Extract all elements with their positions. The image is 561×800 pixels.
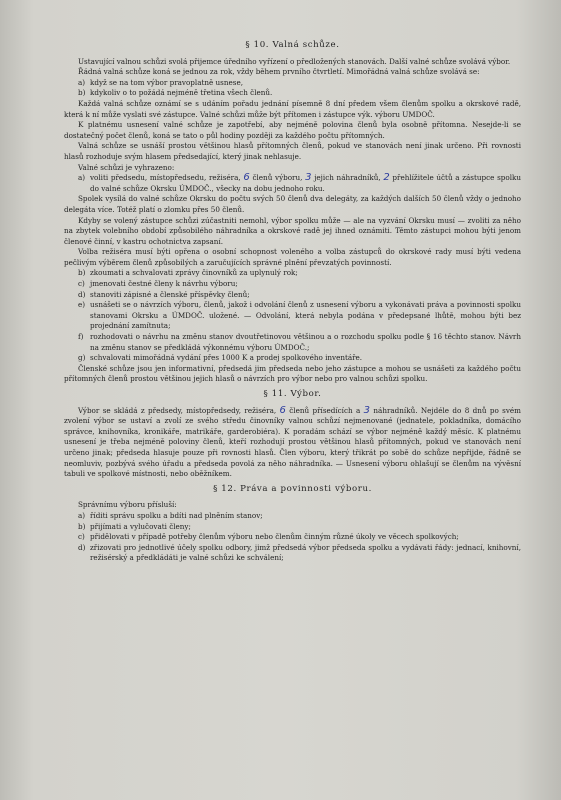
paragraph: Valné schůzi je vyhrazeno: — [78, 162, 175, 172]
paragraph: Každá valná schůze oznámí se s udáním pořadu jednání písemně 8 dní předem všem členům spolku a okrskové radě, která k ní může vyslati své zástupce. Valné schůzi může být přítomen i zástupce výk. výboru UMDOČ. — [64, 98, 521, 119]
list-text: přijímati a vylučovati členy; — [90, 521, 191, 531]
list-label: e) — [78, 300, 86, 310]
list-item — [78, 543, 521, 564]
text-run: voliti předsedu, místopředsedu, režiséra, — [90, 173, 241, 183]
list-label: b) — [78, 268, 86, 278]
list-text: jmenovati čestné členy k návrhu výboru; — [90, 279, 238, 289]
list-label: c) — [78, 532, 85, 542]
list-item — [78, 332, 521, 353]
section-12-heading: § 12. Práva a povinnosti výboru. — [213, 483, 372, 494]
list-item — [78, 522, 521, 533]
handwritten-number: 3 — [363, 404, 371, 416]
list-text: zkoumati a schvalovati zprávy činovníků za uplynulý rok; — [90, 268, 298, 278]
list-label: f) — [78, 332, 84, 342]
list-item — [78, 511, 521, 522]
text-run: členů přísedících a — [289, 405, 361, 415]
list-item — [78, 532, 521, 543]
list-text: stanoviti zápisné a členské příspěvky členů; — [90, 289, 250, 299]
list-label: b) — [78, 521, 86, 531]
list-text: říditi správu spolku a bdíti nad plněním stanov; — [90, 510, 263, 520]
list-text: rozhodovati o návrhu na změnu stanov dvoutřetinovou většinou a o rozchodu spolku podle § 16 těchto stanov. Návrh na změnu stanov se předkládá výkonnému výboru ÚMDOČ.; — [90, 332, 521, 352]
paragraph: Členské schůze jsou jen informativní, předsedá jim předseda nebo jeho zástupce a mohou se usnášeti za každého počtu přítomných členů prostou většinou jejich hlasů o návrzích pro výbor nebo pro valnou schůzi spolku. — [64, 363, 521, 384]
list-item — [78, 268, 521, 279]
handwritten-number: 2 — [383, 172, 390, 184]
list-label: c) — [78, 279, 85, 289]
paragraph — [64, 406, 521, 480]
paragraph: K platnému usnesení valné schůze je zapotřebí, aby nejméně polovina členů byla osobně přítomna. Nesejde-li se dostatečný počet členů, koná se tato o půl hodiny později za každého počtu přítomných. — [64, 120, 521, 140]
list-item — [78, 300, 521, 332]
list-item — [78, 353, 521, 364]
text-run: jejich náhradníků, — [314, 173, 381, 183]
text-run: náhradníků. Nejdéle do 8 dnů po svém zvolení výbor se ustaví a zvolí ze svého středu činovníky valnou schůzí nejmenované (jednatele, pokladníka, domácího správce, knihovníka, kronikáře, matrikáře, garderobiéra). K poradám schází se výbor nejméně každý měsíc. K platnému usnesení je třeba nejméně poloviny členů, kteří rozhodují prostou většinou hlasů přítomných, pokud ve stanovách není určeno jinak; předseda hlasuje pouze při rovnosti hlasů. Člen výboru, který třikrát po sobě do schůze nepřijde, řádně se neomluviv, pozbývá svého úřadu a předseda povolá za něho náhradníka. — Usnesení výboru ohlašují se členům na vývěsní tabuli ve spolkové místnosti, nebo oběžníkem. — [64, 405, 521, 479]
list-label: a) — [78, 510, 86, 520]
list-label: a) — [78, 173, 86, 183]
list-text: když se na tom výbor pravoplatně usnese, — [90, 77, 243, 87]
paragraph: Řádná valná schůze koná se jednou za rok, vždy během prvního čtvrtletí. Mimořádná valná schůze svolává se: — [78, 67, 480, 77]
list-item — [78, 173, 521, 194]
list-label: g) — [78, 353, 86, 363]
list-text: usnášeti se o návrzích výboru, členů, jakož i odvolání členů z usnesení výboru a vykonávati práva a povinnosti spolku stanovami Okrsku a ÚMDOČ. uložené. — Odvolání, která nebyla podána v předepsané lhůtě, mohou býti bez projednání zamítnuta; — [90, 300, 521, 331]
list-label: b) — [78, 88, 86, 98]
section-11-heading: § 11. Výbor. — [263, 389, 322, 399]
list-text: schvalovati mimořádná vydání přes 1000 K a prodej spolkového inventáře. — [90, 353, 363, 363]
paragraph: Kdyby se volený zástupce schůzi zúčastniti nemohl, výbor spolku může — ale na vyzvání Okrsku musí — zvoliti za něho na zbytek volebního období způsobilého náhradníka a okrskové radě jej ihned oznámiti. Těmto zástupci mohou býti jenom členové činní, v kastru ochotnictva zapsaní. — [64, 215, 521, 246]
handwritten-number: 6 — [243, 172, 250, 184]
paragraph: Ustavující valnou schůzi svolá přijemce úředního vyřízení o předložených stanovách. Další valné schůze svolává výbor. — [78, 56, 511, 66]
handwritten-number: 6 — [279, 404, 286, 416]
list-label: d) — [78, 289, 86, 299]
list-text: zřizovati pro jednotlivé účely spolku odbory, jimž předsedá výbor předseda spolku a vydávati řády: jednací, knihovní, režisérský a předkládáti je valné schůzi ke schválení; — [90, 542, 521, 563]
text-run: přehlížitele účtů a zástupce spolku do valné schůze Okrsku ÚMDOČ., všecky na dobu jednoho roku. — [90, 173, 521, 193]
list-label: a) — [78, 77, 86, 87]
handwritten-number: 3 — [305, 172, 312, 184]
list-item — [78, 279, 521, 290]
list-item — [78, 88, 521, 99]
section-10-heading: § 10. Valná schůze. — [245, 40, 340, 50]
list-text: kdykoliv o to požádá nejméně třetina všech členů. — [90, 88, 273, 98]
text-run: členů výboru, — [252, 173, 303, 183]
list-label: d) — [78, 542, 86, 552]
paragraph: Spolek vysílá do valné schůze Okrsku do počtu svých 50 členů dva delegáty, za každých dalších 50 členů vždy o jednoho delegáta více. Totéž platí o zlomku přes 50 členů. — [64, 194, 521, 214]
list-item — [78, 290, 521, 301]
paragraph: Volba režiséra musí býti opřena o osobní schopnost voleného a volba zástupců do okrskové rady musí býti vedena pečlivým výběrem členů způsobilých a zaručujících správné plnění převzatých povinností. — [64, 247, 521, 267]
list-item — [78, 78, 521, 89]
paragraph: Valná schůze se usnáší prostou většinou hlasů přítomných členů, pokud ve stanovách není jinak určeno. Při rovnosti hlasů rozhoduje svým hlasem předsedající, který jinak nehlasuje. — [64, 141, 521, 161]
list-text: přidělovati v případě potřeby členům výboru nebo členům činným různé úkoly ve věcech spolkových; — [90, 532, 459, 542]
text-run: Výbor se skládá z předsedy, místopředsedy, režiséra, — [78, 405, 277, 415]
paragraph: Správnímu výboru přísluší: — [78, 500, 177, 510]
list-text — [90, 173, 521, 194]
